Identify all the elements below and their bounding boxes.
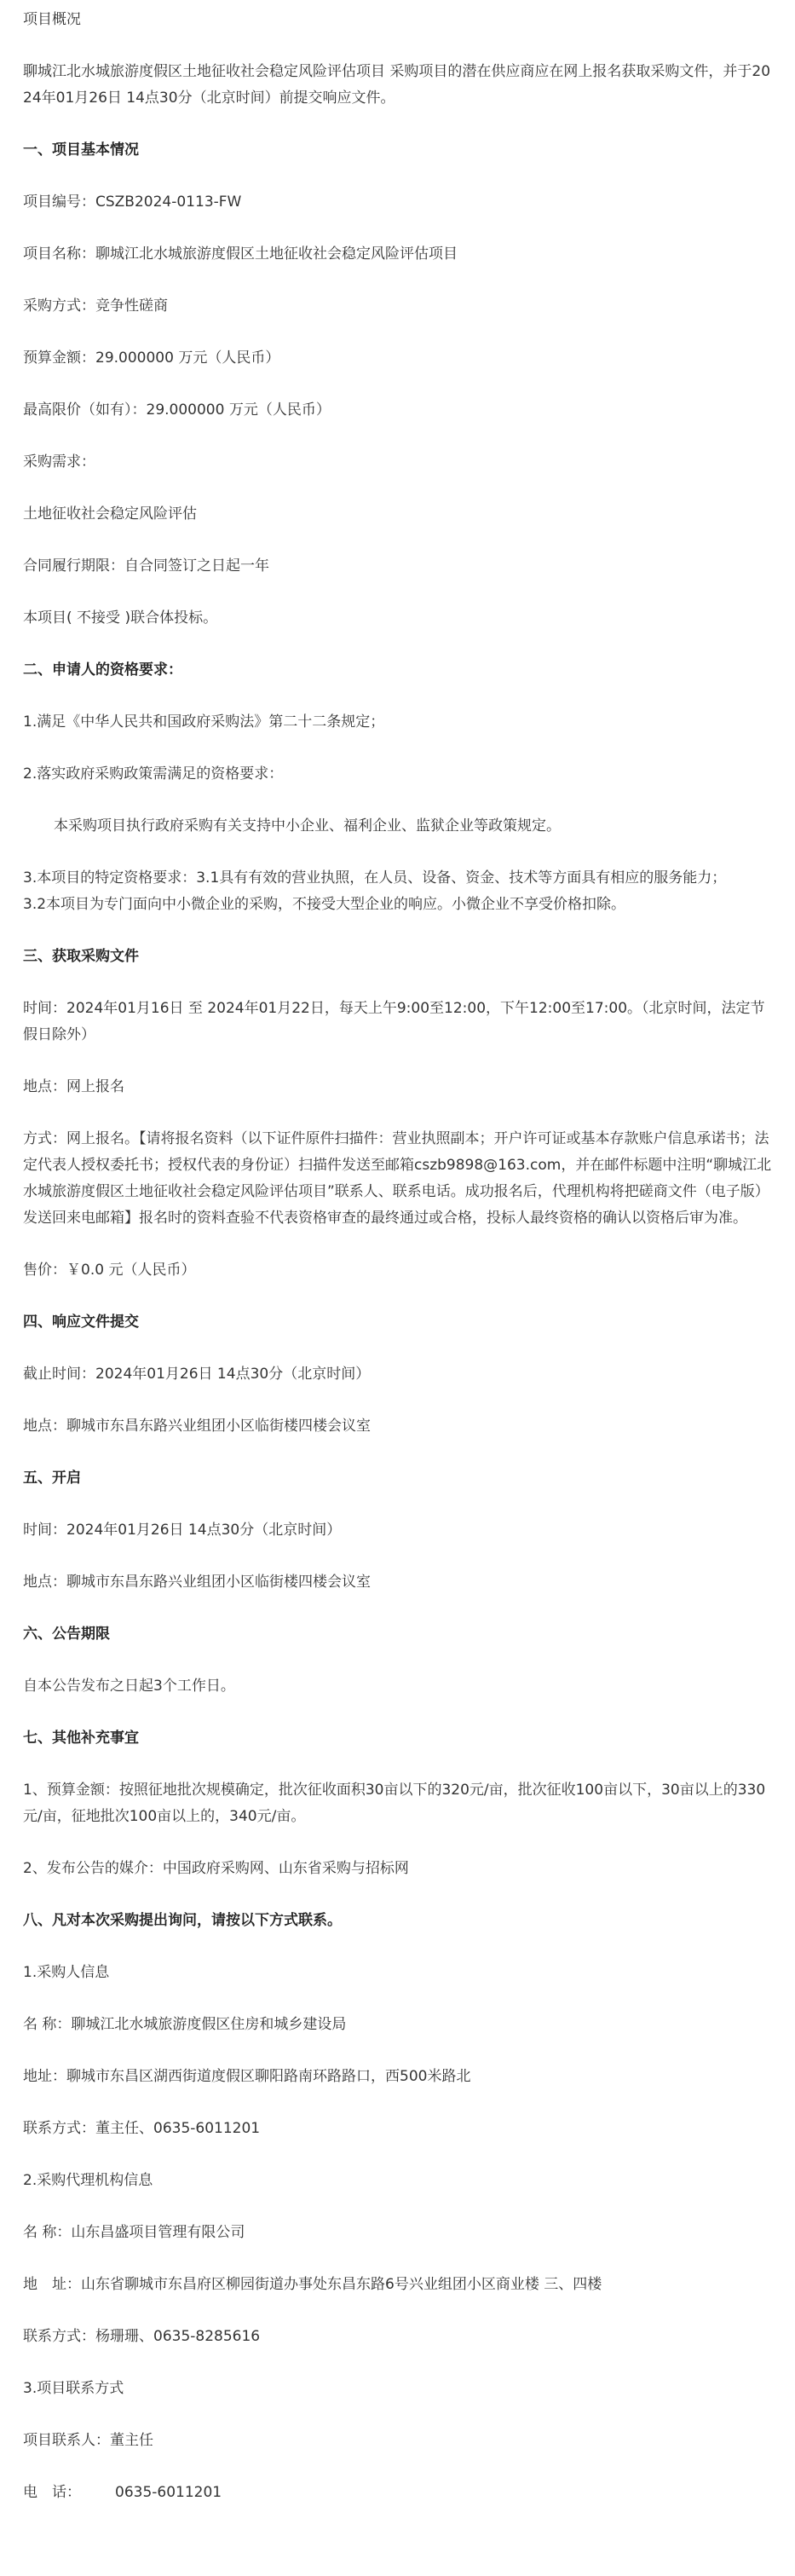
requirement-3-a: 3.本项目的特定资格要求：3.1具有有效的营业执照，在人员、设备、资金、技术等方面具有相应的服务能力； bbox=[23, 869, 727, 887]
requirement-2-detail: 本采购项目执行政府采购有关支持中小企业、福利企业、监狱企业等政策规定。 bbox=[54, 817, 561, 835]
document-price: 售价：￥0.0 元（人民币） bbox=[23, 1262, 196, 1279]
notice-period-text: 自本公告发布之日起3个工作日。 bbox=[23, 1678, 235, 1695]
obtain-place: 地点：网上报名 bbox=[23, 1078, 124, 1095]
max-price: 最高限价（如有）：29.000000 万元（人民币） bbox=[23, 401, 331, 419]
agency-address-label: 地 址： bbox=[23, 2276, 81, 2293]
agency-name: 名 称：山东昌盛项目管理有限公司 bbox=[23, 2224, 245, 2241]
section-heading-supplementary: 七、其他补充事宜 bbox=[23, 1730, 139, 1747]
project-contact-title: 3.项目联系方式 bbox=[23, 2380, 124, 2397]
consortium-note: 本项目( 不接受 )联合体投标。 bbox=[23, 609, 218, 627]
section-heading-notice-period: 六、公告期限 bbox=[23, 1626, 110, 1643]
section-heading-obtain-documents: 三、获取采购文件 bbox=[23, 948, 139, 965]
requirement-3-b: 3.2本项目为专门面向中小微企业的采购，不接受大型企业的响应。小微企业不享受价格扣除。 bbox=[23, 896, 626, 913]
project-number: 项目编号：CSZB2024-0113-FW bbox=[23, 193, 242, 211]
agency-info-title: 2.采购代理机构信息 bbox=[23, 2172, 153, 2189]
phone-label: 电 话： bbox=[23, 2484, 81, 2501]
phone-value: 0635-6011201 bbox=[115, 2484, 222, 2501]
submission-place: 地点：聊城市东昌东路兴业组团小区临街楼四楼会议室 bbox=[23, 1418, 371, 1435]
agency-address: 山东省聊城市东昌府区柳园街道办事处东昌东路6号兴业组团小区商业楼 三、四楼 bbox=[81, 2276, 602, 2293]
budget-amount: 预算金额：29.000000 万元（人民币） bbox=[23, 349, 280, 367]
agency-address-row bbox=[23, 2272, 776, 2298]
procurement-method: 采购方式：竞争性磋商 bbox=[23, 297, 168, 315]
section-heading-submission: 四、响应文件提交 bbox=[23, 1314, 139, 1331]
requirement-2: 2.落实政府采购政策需满足的资格要求： bbox=[23, 765, 284, 783]
overview-intro: 聊城江北水城旅游度假区土地征收社会稳定风险评估项目 采购项目的潜在供应商应在网上报名获取采购文件，并于2024年01月26日 14点30分（北京时间）前提交响应文件。 bbox=[23, 63, 771, 107]
section-heading-basic-info: 一、项目基本情况 bbox=[23, 142, 139, 159]
demand-label: 采购需求： bbox=[23, 453, 95, 471]
contract-period: 合同履行期限：自合同签订之日起一年 bbox=[23, 557, 269, 575]
submission-deadline: 截止时间：2024年01月26日 14点30分（北京时间） bbox=[23, 1366, 371, 1383]
purchaser-address: 地址：聊城市东昌区湖西街道度假区聊阳路南环路路口，西500米路北 bbox=[23, 2068, 471, 2085]
supplementary-item-1: 1、预算金额：按照征地批次规模确定，批次征收面积30亩以下的320元/亩，批次征收100亩以下，30亩以上的330元/亩，征地批次100亩以上的，340元/亩。 bbox=[23, 1782, 766, 1825]
overview-title: 项目概况 bbox=[23, 11, 81, 28]
obtain-method: 方式：网上报名。【请将报名资料（以下证件原件扫描件：营业执照副本；开户许可证或基本存款账户信息承诺书；法定代表人授权委托书；授权代表的身份证）扫描件发送至邮箱cszb9898@163.com，并在邮件标题中注明“聊城江北水城旅游度假区土地征收社会稳定风险评估项目”联系人、联系电话。成功报名后，代理机构将把磋商文件（电子版）发送回来电邮箱】报名时的资料查验不代表资格审查的最终通过或合格，投标人最终资格的确认以资格后审为准。 bbox=[23, 1130, 772, 1227]
supplementary-item-2: 2、发布公告的媒介：中国政府采购网、山东省采购与招标网 bbox=[23, 1860, 409, 1877]
purchaser-info-title: 1.采购人信息 bbox=[23, 1964, 110, 1981]
section-heading-opening: 五、开启 bbox=[23, 1470, 81, 1487]
project-contact-person: 项目联系人：董主任 bbox=[23, 2432, 153, 2449]
requirement-1: 1.满足《中华人民共和国政府采购法》第二十二条规定； bbox=[23, 713, 385, 731]
opening-place: 地点：聊城市东昌东路兴业组团小区临街楼四楼会议室 bbox=[23, 1574, 371, 1591]
purchaser-name: 名 称：聊城江北水城旅游度假区住房和城乡建设局 bbox=[23, 2016, 347, 2033]
purchaser-contact: 联系方式：董主任、0635-6011201 bbox=[23, 2120, 261, 2137]
opening-time: 时间：2024年01月26日 14点30分（北京时间） bbox=[23, 1522, 342, 1539]
section-heading-qualification: 二、申请人的资格要求： bbox=[23, 661, 182, 679]
project-name: 项目名称：聊城江北水城旅游度假区土地征收社会稳定风险评估项目 bbox=[23, 245, 458, 263]
demand-value: 土地征收社会稳定风险评估 bbox=[23, 505, 197, 523]
agency-contact: 联系方式：杨珊珊、0635-8285616 bbox=[23, 2328, 261, 2345]
obtain-time: 时间：2024年01月16日 至 2024年01月22日，每天上午9:00至12:00，下午12:00至17:00。（北京时间，法定节假日除外） bbox=[23, 1000, 765, 1043]
project-contact-phone-row bbox=[23, 2480, 776, 2506]
section-heading-contact: 八、凡对本次采购提出询问，请按以下方式联系。 bbox=[23, 1912, 342, 1929]
